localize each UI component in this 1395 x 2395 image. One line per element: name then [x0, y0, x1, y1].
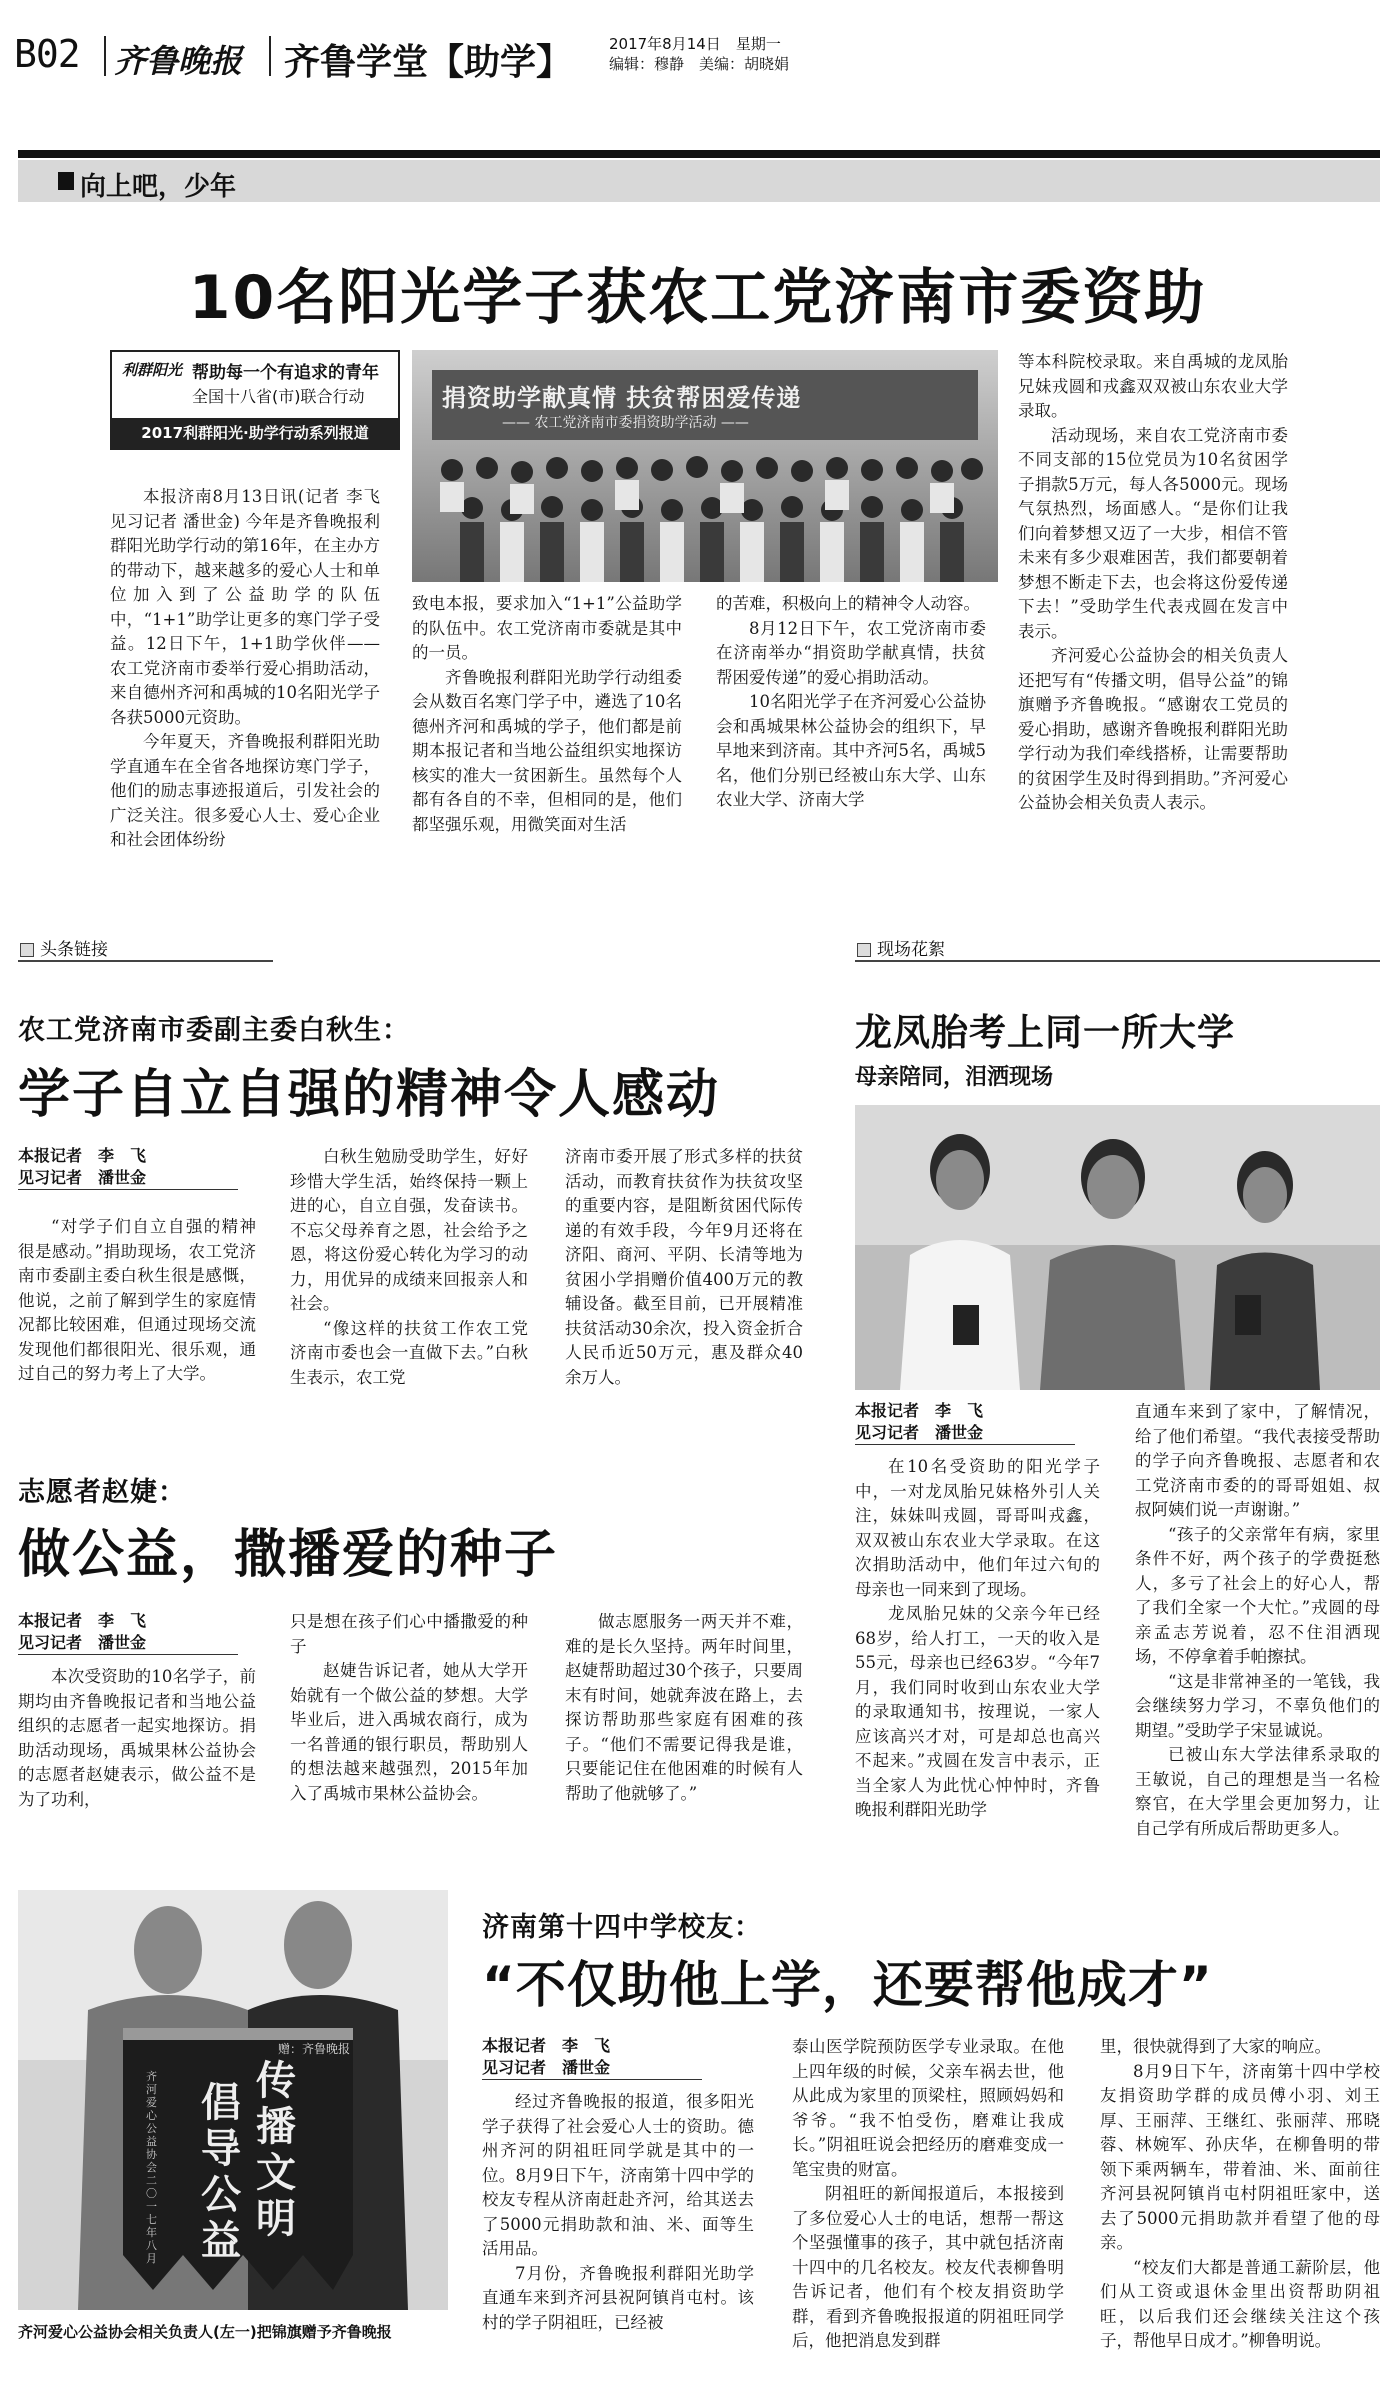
main-col1-para: 今年夏天，齐鲁晚报利群阳光助学直通车在全省各地探访寒门学子，他们的励志事迹报道后，引发社会的广泛关注。很多爱心人士、爱心企业和社会团体纷纷	[110, 732, 380, 849]
story2-para: 只是想在孩子们心中播撒爱的种子	[290, 1612, 528, 1656]
story1-kicker: 农工党济南市委副主委白秋生：	[18, 1015, 410, 1046]
section-tag-left	[18, 940, 273, 962]
story3-para: 已被山东大学法律系录取的王敏说，自己的理想是当一名检察官，在大学里会更加努力，让自己学有所成后帮助更多人。	[1135, 1745, 1380, 1838]
banner-label: 向上吧，少年	[80, 172, 237, 202]
twins-photo	[855, 1105, 1380, 1390]
page-number: B02	[14, 32, 80, 76]
pennant-left-column	[198, 2080, 244, 2264]
story2-col-2	[290, 1610, 528, 1806]
main-col2-para: 致电本报，要求加入“1+1”公益助学的队伍中。农工党济南市委就是其中的一员。	[412, 594, 682, 662]
story4-col-2	[792, 2035, 1064, 2354]
story2-byline	[18, 1610, 238, 1655]
photo-banner-line1: 捐资助学献真情 扶贫帮困爱传递	[442, 384, 802, 412]
story4-byline-reporter: 本报记者 李 飞	[482, 2036, 611, 2055]
section-tag-right	[855, 940, 1380, 962]
logo-footer: 2017利群阳光·助学行动系列报道	[112, 418, 398, 448]
paper-name-logo: 齐鲁晚报	[114, 42, 243, 80]
story1-byline-reporter: 本报记者 李 飞	[18, 1146, 147, 1165]
story1-col-3	[565, 1145, 803, 1390]
pennant-char: 公	[201, 2171, 241, 2218]
header-divider	[104, 36, 106, 76]
tag-left-label: 头条链接	[18, 940, 108, 960]
story4-para: 7月份，齐鲁晚报利群阳光助学直通车来到齐河县祝阿镇肖屯村。该村的学子阴祖旺，已经被	[482, 2263, 754, 2332]
pennant-char: 传	[256, 2057, 296, 2104]
pennant-side-text: 齐河爱心公益协会 二〇一七年八月	[146, 2070, 157, 2265]
story3-col-2	[1135, 1400, 1380, 1841]
story1-para: 济南市委开展了形式多样的扶贫活动，而教育扶贫作为扶贫攻坚的重要内容，是阻断贫困代际传递的有效手段，今年9月还将在济阳、商河、平阴、长清等地为贫困小学捐赠价值400万元的教辅设备。截至目前，已开展精准扶贫活动30余次，投入资金折合人民币近50万元，惠及群众40余万人。	[565, 1147, 803, 1387]
section-title: 齐鲁学堂【助学】	[284, 42, 573, 83]
story4-col-1	[482, 2090, 754, 2335]
story4-para: 经过齐鲁晚报的报道，很多阳光学子获得了社会爱心人士的资助。德州齐河的阴祖旺同学就是其中的一位。8月9日下午，济南第十四中学的校友专程从济南赶赴齐河，给其送去了5000元捐助款和油、米、面等生活用品。	[482, 2092, 754, 2258]
banner-bar	[18, 160, 1380, 202]
story3-byline-reporter: 本报记者 李 飞	[855, 1401, 984, 1420]
pennant-char: 播	[256, 2103, 296, 2150]
story3-para: “孩子的父亲常年有病，家里条件不好，两个孩子的学费挺愁人，多亏了社会上的好心人，帮了我们全家一个大忙。”戎圆的母亲孟志芳说着，忍不住泪洒现场，不停拿着手帕擦拭。	[1135, 1524, 1380, 1666]
story1-byline-intern: 见习记者 潘世金	[18, 1167, 238, 1190]
main-col-4	[1018, 350, 1288, 816]
story2-col-3	[565, 1610, 803, 1806]
pennant-char: 倡	[201, 2079, 241, 2126]
main-col1-para: 本报济南8月13日讯(记者 李飞 见习记者 潘世金) 今年是齐鲁晚报利群阳光助学行动的第16年，在主办方的带动下，越来越多的爱心人士和单位加入到了公益助学的队伍中，“1+1”助学让更多的寒门学子受益。12日下午，1+1助学伙伴——农工党济南市委举行爱心捐助活动，来自德州齐河和禹城的10名阳光学子各获5000元资助。	[110, 487, 380, 727]
header-divider-2	[269, 36, 271, 76]
story3-byline	[855, 1400, 1075, 1445]
pennant-photo	[18, 1890, 448, 2310]
series-logo	[110, 350, 400, 450]
logo-brand: 利群阳光	[121, 361, 182, 379]
page-header	[14, 30, 1384, 92]
pennant-char: 明	[256, 2195, 296, 2242]
pennant-right-column	[253, 2058, 299, 2242]
story2-col-1	[18, 1665, 256, 1812]
story1-headline: 学子自立自强的精神令人感动	[18, 1065, 721, 1125]
story4-col-3	[1100, 2035, 1380, 2354]
story4-headline: “不仅助他上学，还要帮他成才”	[482, 1956, 1213, 2014]
main-col4-para: 活动现场，来自农工党济南市委不同支部的15位党员为10名贫困学子捐款5万元，每人各5000元。现场气氛热烈，场面感人。“是你们让我们向着梦想又迈了一大步，相信不管未来有多少艰难困苦，我们都要朝着梦想不断走下去，也会将这份爱传递下去！”受助学生代表戎圆在发言中表示。	[1018, 425, 1288, 641]
main-col4-para: 齐河爱心公益协会的相关负责人还把写有“传播文明，倡导公益”的锦旗赠予齐鲁晚报。“感谢农工党员的爱心捐助，感谢齐鲁晚报利群阳光助学行动为我们牵线搭桥，让需要帮助的贫困学生及时得到捐助。”齐河爱心公益协会相关负责人表示。	[1018, 646, 1288, 812]
story2-para: 赵婕告诉记者，她从大学开始就有一个做公益的梦想。大学毕业后，进入禹城农商行，成为一名普通的银行职员，帮助别人的想法越来越强烈，2015年加入了禹城市果林公益协会。	[290, 1661, 528, 1803]
story4-para: 阴祖旺的新闻报道后，本报接到了多位爱心人士的电话，想帮一帮这个坚强懂事的孩子，其中就包括济南十四中的几名校友。校友代表柳鲁明告诉记者，他们有个校友捐资助学群，看到齐鲁晚报报道的阴祖旺同学后，他把消息发到群	[792, 2184, 1064, 2350]
main-col3-para: 的苦难，积极向上的精神令人动容。	[716, 594, 980, 613]
story3-para: 在10名受资助的阳光学子中，一对龙凤胎兄妹格外引人关注，妹妹叫戎圆，哥哥叫戎鑫，双双被山东农业大学录取。在这次捐助活动中，他们年过六旬的母亲也一同来到了现场。	[855, 1457, 1100, 1599]
story2-para: 做志愿服务一两天并不难，难的是长久坚持。两年时间里，赵婕帮助超过30个孩子，只要周末有时间，她就奔波在路上，去探访帮助那些家庭有困难的孩子。“他们不需要记得我是谁，只要能记住在他困难的时候有人帮助了他就够了。”	[565, 1612, 803, 1803]
main-col2-para: 齐鲁晚报利群阳光助学行动组委会从数百名寒门学子中，遴选了10名德州齐河和禹城的学子，他们都是前期本报记者和当地公益组织实地探访核实的准大一贫困新生。虽然每个人都有各自的不幸，但相同的是，他们都坚强乐观，用微笑面对生活	[412, 667, 682, 834]
story3-para: “这是非常神圣的一笔钱，我会继续努力学习，不辜负他们的期望。”受助学子宋显诚说。	[1135, 1671, 1380, 1740]
logo-line2: 全国十八省(市)联合行动	[192, 387, 365, 406]
story3-para: 直通车来到了家中，了解情况，给了他们希望。“我代表接受帮助的学子向齐鲁晚报、志愿者和农工党济南市委的的哥哥姐姐、叔叔阿姨们说一声谢谢。”	[1135, 1402, 1380, 1519]
main-col-2	[412, 592, 682, 837]
main-col-3	[716, 592, 986, 813]
top-rule	[18, 150, 1380, 158]
story1-col-2	[290, 1145, 528, 1390]
story2-headline: 做公益，撒播爱的种子	[18, 1525, 559, 1585]
group-photo	[412, 350, 998, 582]
issue-weekday: 星期一	[735, 35, 781, 53]
twins-photo-image	[855, 1105, 1380, 1390]
pennant-char: 益	[201, 2217, 241, 2264]
story4-para: 泰山医学院预防医学专业录取。在他上四年级的时候，父亲车祸去世，他从此成为家里的顶梁柱，照顾妈妈和爷爷。“我不怕受伤，磨难让我成长。”阴祖旺说会把经历的磨难变成一笔宝贵的财富。	[792, 2037, 1064, 2179]
pennant-char: 导	[201, 2125, 241, 2172]
story1-para: 白秋生勉励受助学生，好好珍惜大学生活，始终保持一颗上进的心，自立自强，发奋读书。不忘父母养育之恩，社会给予之恩，将这份爱心转化为学习的动力，用优异的成绩来回报亲人和社会。	[290, 1147, 528, 1313]
logo-line1: 帮助每一个有追求的青年	[192, 363, 379, 383]
main-col-1	[110, 485, 380, 853]
story4-para: “校友们大都是普通工薪阶层，他们从工资或退休金里出资帮助阴祖旺，以后我们还会继续关注这个孩子，帮他早日成才。”柳鲁明说。	[1100, 2257, 1380, 2350]
main-col3-para: 8月12日下午，农工党济南市委在济南举办“捐资助学献真情，扶贫帮困爱传递”的爱心捐助活动。	[716, 618, 986, 687]
story1-col-1	[18, 1215, 256, 1387]
story1-byline	[18, 1145, 238, 1190]
story3-subhead: 母亲陪同，泪洒现场	[855, 1065, 1054, 1090]
story3-byline-intern: 见习记者 潘世金	[855, 1422, 1075, 1445]
pennant-top-text: 赠：齐鲁晚报	[278, 2042, 351, 2056]
story4-para: 里，很快就得到了大家的响应。	[1100, 2037, 1331, 2056]
story4-kicker: 济南第十四中学校友：	[482, 1912, 762, 1943]
pennant-caption: 齐河爱心公益协会相关负责人(左一)把锦旗赠予齐鲁晚报	[18, 2323, 392, 2341]
issue-date: 2017年8月14日	[609, 35, 721, 53]
designer-credit: 美编：胡晓娟	[699, 55, 790, 73]
tag-right-label: 现场花絮	[855, 940, 945, 960]
editor-credit: 编辑：穆静	[609, 55, 685, 73]
story1-para: “像这样的扶贫工作农工党济南市委也会一直做下去。”白秋生表示，农工党	[290, 1318, 528, 1387]
story4-byline	[482, 2035, 702, 2080]
story4-para: 8月9日下午，济南第十四中学校友捐资助学群的成员傅小羽、刘王厚、王丽萍、王继红、张丽萍、邢晓蓉、林婉军、孙庆华，在柳鲁明的带领下乘两辆车，带着油、米、面前往齐河县祝阿镇肖屯村阴祖旺家中，送去了5000元捐助款并看望了他的母亲。	[1100, 2061, 1380, 2252]
story2-byline-intern: 见习记者 潘世金	[18, 1632, 238, 1655]
story2-para: 本次受资助的10名学子，前期均由齐鲁晚报记者和当地公益组织的志愿者一起实地探访。捐助活动现场，禹城果林公益协会的志愿者赵婕表示，做公益不是为了功利，	[18, 1667, 256, 1809]
main-headline: 10名阳光学子获农工党济南市委资助	[188, 263, 1207, 333]
story3-col-1	[855, 1455, 1100, 1823]
pennant-char: 文	[256, 2149, 296, 2196]
story3-para: 龙凤胎兄妹的父亲今年已经68岁，给人打工，一天的收入是55元，母亲也已经63岁。“今年7月，我们同时收到山东农业大学的录取通知书，按理说，一家人应该高兴才对，可是却总也高兴不起来。”戎圆在发言中表示，正当全家人为此忧心忡忡时，齐鲁晚报利群阳光助学	[855, 1604, 1100, 1819]
main-col4-para: 等本科院校录取。来自禹城的龙凤胎兄妹戎圆和戎鑫双双被山东农业大学录取。	[1018, 352, 1288, 420]
banner-marker	[58, 172, 74, 190]
story2-kicker: 志愿者赵婕：	[18, 1477, 186, 1508]
story3-headline: 龙凤胎考上同一所大学	[855, 1011, 1235, 1054]
main-col3-para: 10名阳光学子在齐河爱心公益协会和禹城果林公益协会的组织下，早早地来到济南。其中齐河5名，禹城5名，他们分别已经被山东大学、山东农业大学、济南大学	[716, 692, 986, 809]
photo-banner-line2: —— 农工党济南市委捐资助学活动 ——	[502, 415, 749, 431]
story1-para: “对学子们自立自强的精神很是感动。”捐助现场，农工党济南市委副主委白秋生很是感慨，他说，之前了解到学生的家庭情况都比较困难，但通过现场交流发现他们都很阳光、很乐观，通过自己的努力考上了大学。	[18, 1217, 256, 1383]
story4-byline-intern: 见习记者 潘世金	[482, 2057, 702, 2080]
story2-byline-reporter: 本报记者 李 飞	[18, 1611, 147, 1630]
